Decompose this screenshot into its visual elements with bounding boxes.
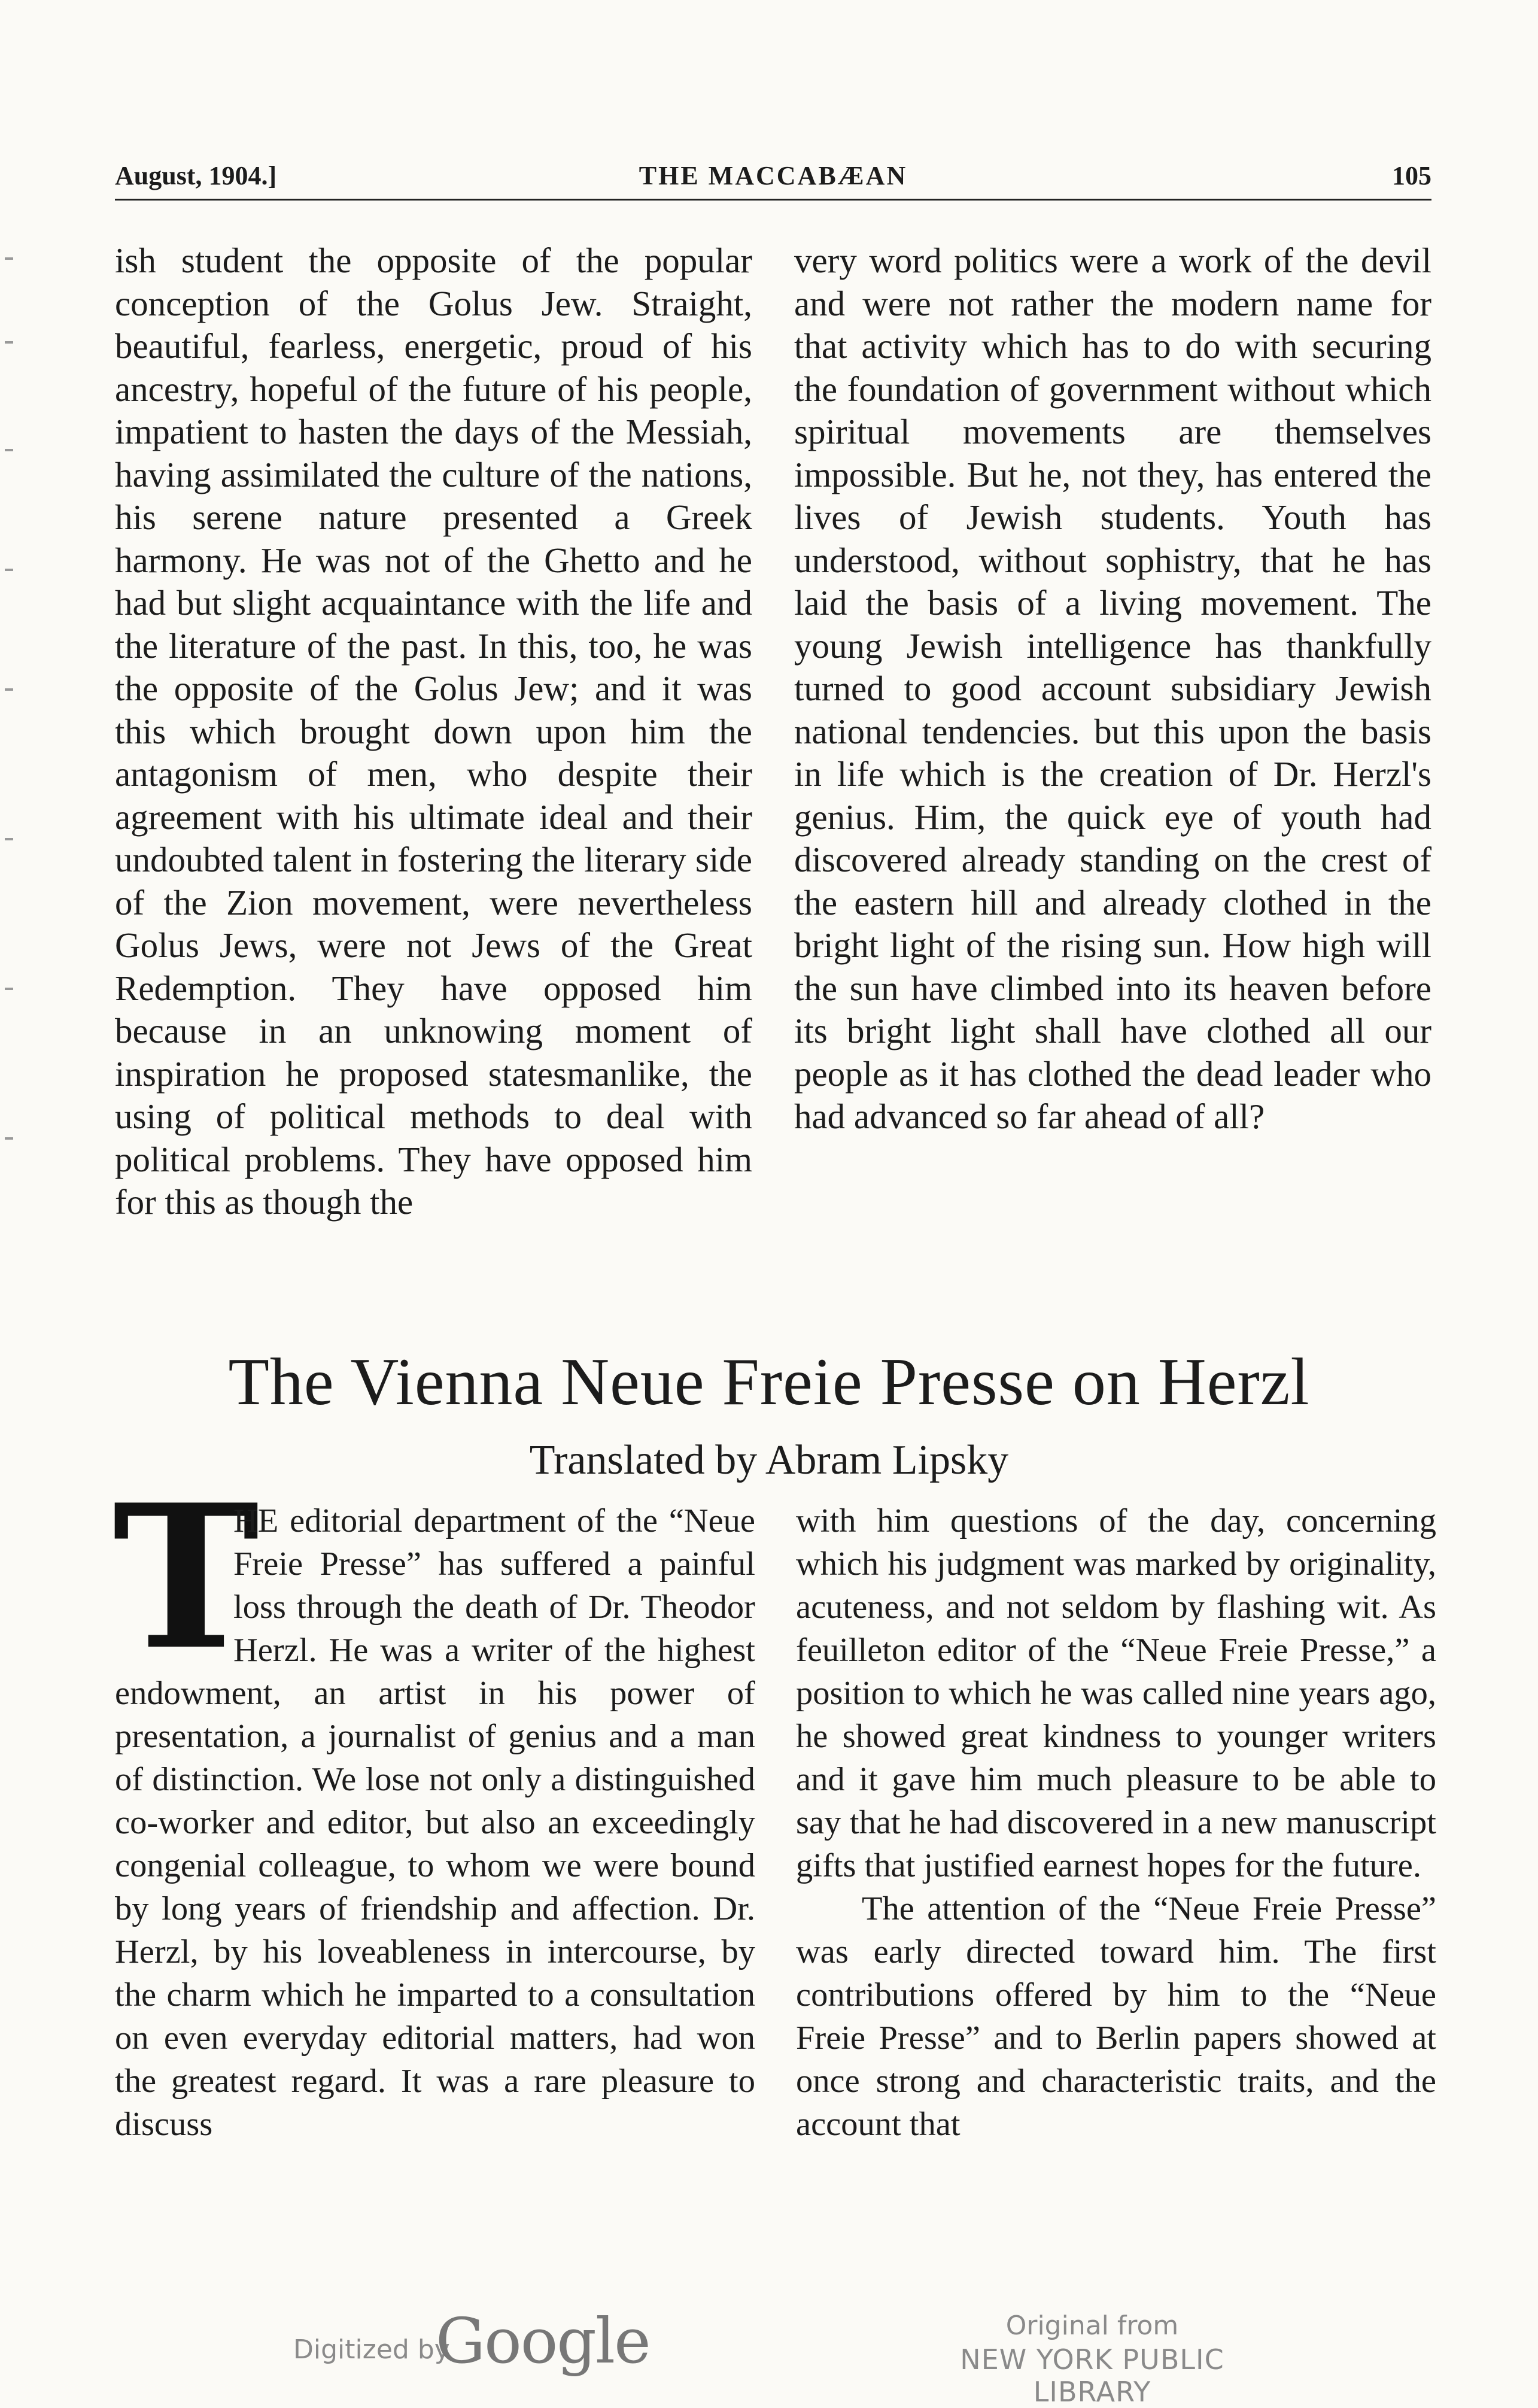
article-right-column [796, 1499, 1436, 2146]
article-right-paragraph-1: with him questions of the day, concerning which his judgment was marked by originality, acuteness, and not seldom by flashing wit. As feuilleton editor of the “Neue Freie Presse,” a position to which he was called nine years ago, he showed great kindness to younger writers and it gave him much pleasure to be able to say that he had discovered in a new manuscript gifts that justified earnest hopes for the future. [796, 1502, 1436, 1884]
header-journal-title: THE MACCABÆAN [639, 161, 908, 190]
article-right-paragraph-2: The attention of the “Neue Freie Presse” was early directed toward him. The first contributions offered by him to the “Neue Freie Presse” and to Berlin papers showed at once strong and characteristic traits, and the account that [796, 1890, 1436, 2143]
margin-scan-marks [0, 150, 24, 1347]
previous-article-left-text: ish student the opposite of the popular conception of the Golus Jew. Straight, beautiful, fearless, energetic, proud of his ancestry, hopeful of the future of his people, impatient to hasten the days of the Messiah, having assimilated the culture of the nations, his serene nature presented a Greek harmony. He was not of the Ghetto and he had but slight acquaintance with the life and the literature of the past. In this, too, he was the opposite of the Golus Jew; and it was this which brought down upon him the antagonism of men, who despite their agreement with his ultimate ideal and their undoubted talent in fostering the literary side of the Zion movement, were nevertheless Golus Jews, were not Jews of the Great Redemption. They have opposed him because in an unknowing moment of inspiration he proposed statesmanlike, the using of political methods to deal with political problems. They have opposed him for this as though the [115, 241, 752, 1222]
article-left-column [113, 1461, 755, 2146]
header-page-number: 105 [1392, 161, 1431, 190]
previous-article-right-text: very word politics were a work of the devil and were not rather the modern name for that activity which has to do with securing the foundation of government without which spiritual movements are themselves impossible. But he, not they, has entered the lives of Jewish students. Youth has understood, without sophistry, that he has laid the basis of a living movement. The young Jewish intelligence has thankfully turned to good account subsidiary Jewish national tendencies. but this upon the basis in life which is the creation of Dr. Herzl's genius. Him, the quick eye of youth had discovered already standing on the crest of the eastern hill and already clothed in the bright light of the rising sun. How high will the sun have climbed into its heaven before its bright light shall have clothed all our people as it has clothed the dead leader who had advanced so far ahead of all? [794, 241, 1431, 1136]
library-name: NEW YORK PUBLIC LIBRARY [960, 2343, 1224, 2408]
digitized-by-label: Digitized by [293, 2334, 450, 2365]
article-title: The Vienna Neue Freie Presse on Herzl [228, 1345, 1310, 1419]
previous-article-right-column [794, 239, 1431, 1138]
previous-article-left-column [115, 239, 752, 1224]
article-left-text: HE editorial department of the “Neue Freie Presse” has suffered a painful loss through the death of Dr. Theodor Herzl. He was a writer of the highest endowment, an artist in his power of presentation, a journalist of genius and a man of distinction. We lose not only a distinguished co-worker and editor, but also an exceedingly congenial colleague, to whom we were bound by long years of friendship and affection. Dr. Herzl, by his loveableness in intercourse, by the charm which he imparted to a consultation on even everyday editorial matters, had won the greatest regard. It was a rare pleasure to discuss [115, 1502, 755, 2143]
page-header [115, 160, 1431, 196]
drop-cap: T [113, 1461, 260, 1693]
header-rule [115, 199, 1431, 201]
header-date: August, 1904.] [115, 161, 277, 190]
google-logo: Google [436, 2304, 650, 2377]
article-byline: Translated by Abram Lipsky [529, 1437, 1009, 1483]
original-from-label: Original from [1005, 2310, 1179, 2341]
